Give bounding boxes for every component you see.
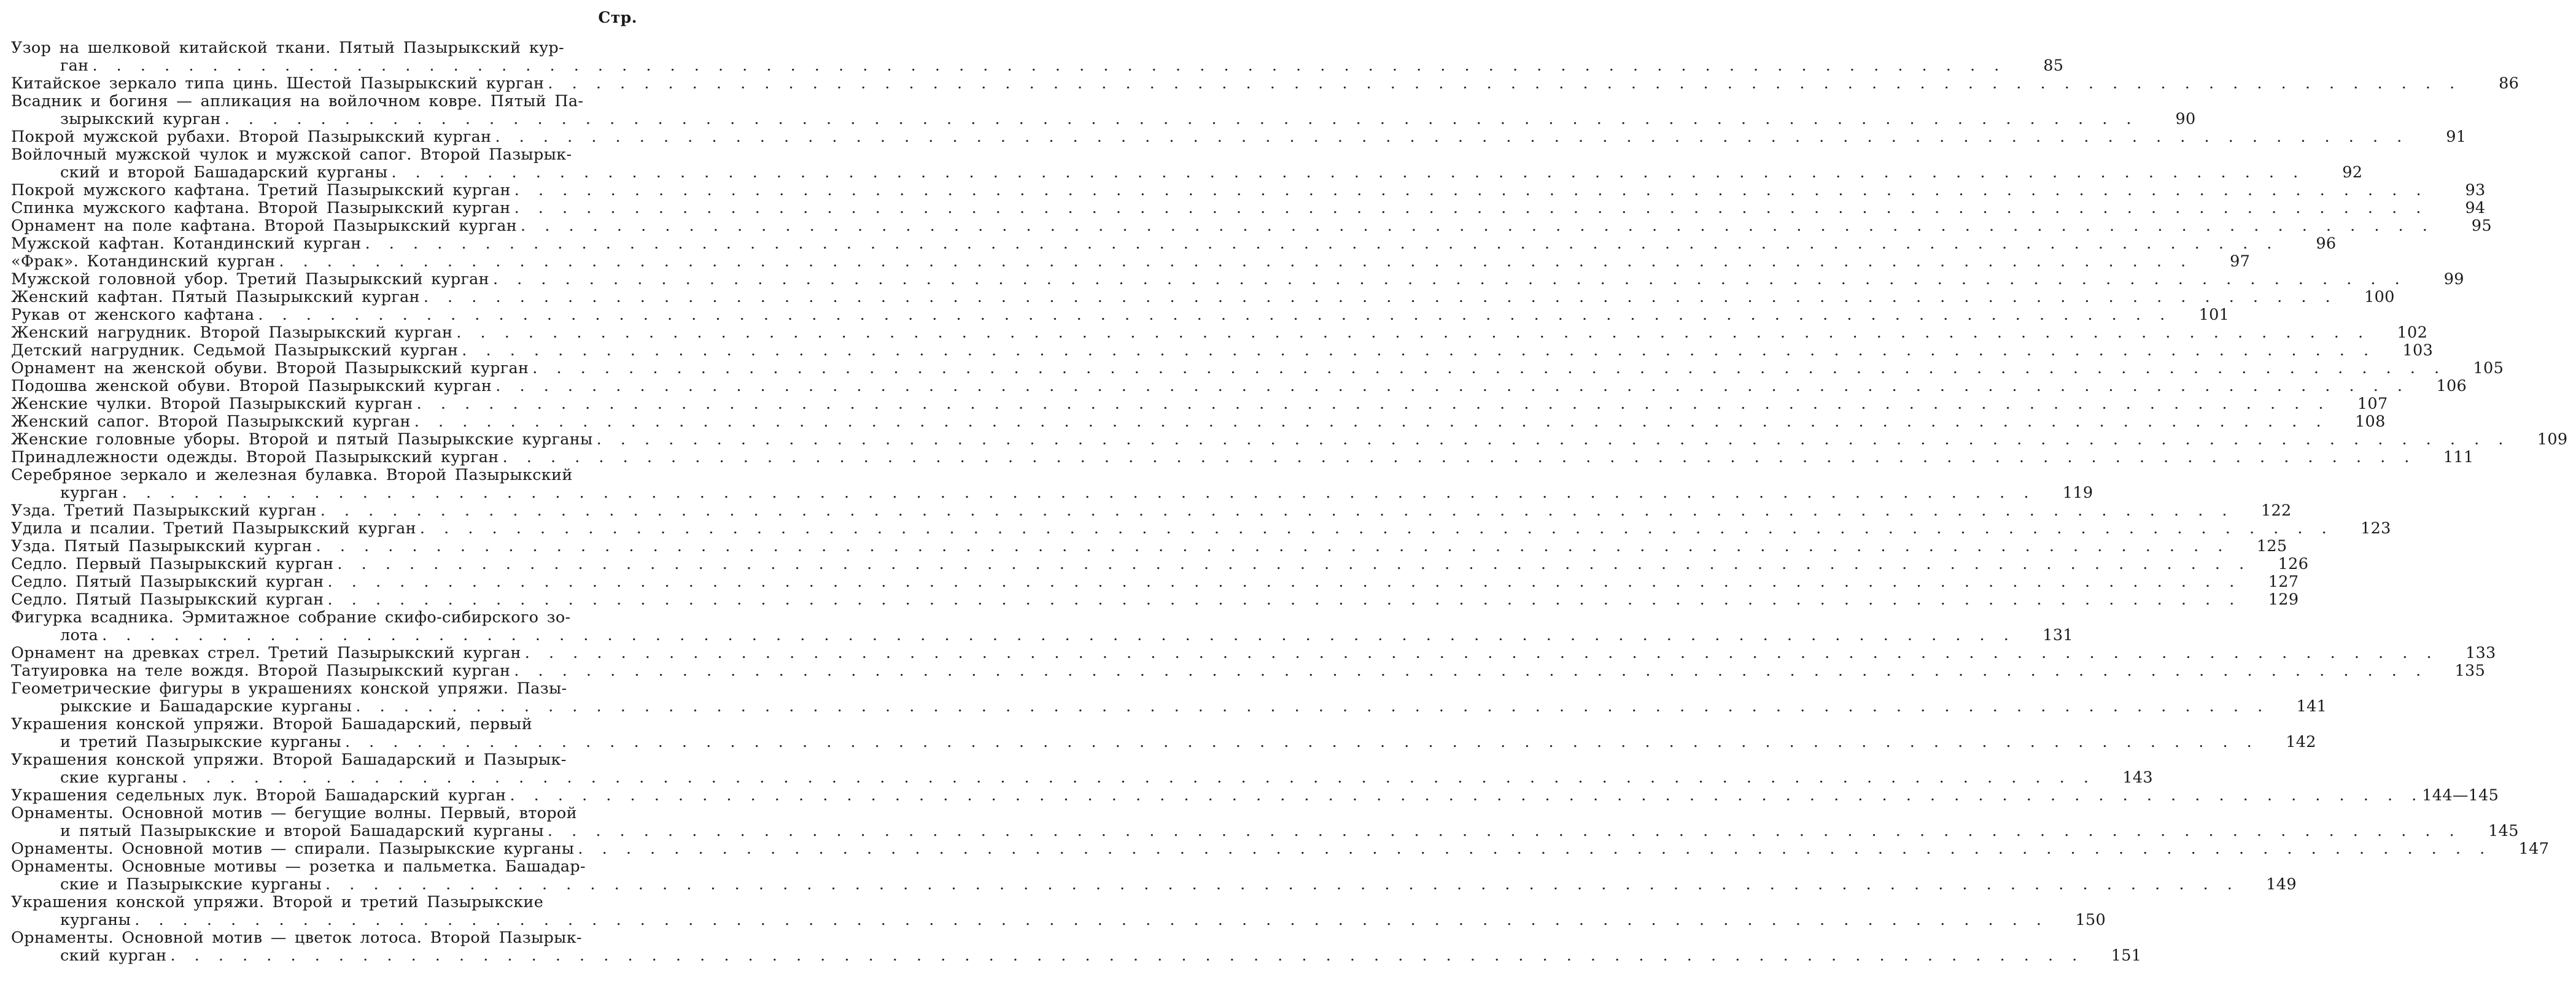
toc-entry-line: [11, 911, 2106, 929]
toc-entry-line: [11, 573, 2299, 591]
toc-entry: [11, 786, 2499, 805]
toc-entry-line: [11, 501, 2292, 520]
toc-page-number: 92: [2342, 163, 2363, 182]
toc-entry-title: Седло. Пятый Пазырыкский курган: [11, 573, 324, 591]
toc-entry: [11, 840, 2550, 858]
toc-entry-line: [11, 716, 654, 733]
toc-entry-line: [11, 929, 654, 947]
toc-entry-line: [11, 555, 2309, 573]
toc-entry: [11, 644, 2496, 662]
toc-entry-line: [11, 786, 2499, 805]
toc-entry-line: [11, 894, 654, 911]
toc-page-number: 129: [2268, 590, 2299, 609]
toc-entry-title: Узда. Пятый Пазырыкский курган: [11, 537, 312, 555]
toc-entry: [11, 893, 2106, 929]
dot-leader: . . . . . . . . . . . . . . . . . . . . . . . . . . . . . . . . . . . . . . . . . . . . . . . . . . . . . . . . . . . . . . . . . . . . . . . . . . . . . . . .: [327, 573, 2240, 591]
toc-entry: [11, 252, 2251, 271]
dot-leader: . . . . . . . . . . . . . . . . . . . . . . . . . . . . . . . . . . . . . . . . . . . . . . . . . . . . . . . . . . . . . . . . . . . . . . . . . . . . . . . .: [122, 484, 2035, 502]
toc-entry-title: ский и второй Башадарский курганы: [60, 163, 388, 182]
toc-entry-title: Орнаменты. Основной мотив — спирали. Пазырыкские курганы: [11, 840, 575, 858]
toc-entry-title: ские и Пазырыкские курганы: [60, 875, 322, 894]
toc-page-number: 127: [2268, 573, 2299, 591]
toc-page-number: 149: [2266, 875, 2297, 894]
dot-leader: . . . . . . . . . . . . . . . . . . . . . . . . . . . . . . . . . . . . . . . . . . . . . . . . . . . . . . . . . . . . . . . . . . . . . . . . . . . . . . . .: [258, 306, 2171, 324]
toc-entry: [11, 929, 2142, 965]
toc-entry-line: [11, 733, 2316, 751]
toc-entry-line: [11, 93, 654, 110]
page-column-header: Стр.: [598, 9, 637, 26]
toc-page-number: 144—145: [2422, 786, 2499, 805]
toc-entry-title: Детский нагрудник. Седьмой Пазырыкский курган: [11, 341, 459, 360]
toc-entry-title: и третий Пазырыкские курганы: [60, 733, 341, 751]
toc-entry: [11, 662, 2486, 680]
dot-leader: . . . . . . . . . . . . . . . . . . . . . . . . . . . . . . . . . . . . . . . . . . . . . . . . . . . . . . . . . . . . . . . . . . . . . . . . . . . . . . . .: [279, 252, 2192, 271]
toc-page-number: 131: [2043, 626, 2073, 644]
dot-leader: . . . . . . . . . . . . . . . . . . . . . . . . . . . . . . . . . . . . . . . . . . . . . . . . . . . . . . . . . . . . . . . . . . . . . . . . . . . . . . . .: [224, 110, 2137, 128]
toc-page-number: 94: [2465, 199, 2486, 217]
dot-leader: . . . . . . . . . . . . . . . . . . . . . . . . . . . . . . . . . . . . . . . . . . . . . . . . . . . . . . . . . . . . . . . . . . . . . . . . . . . . . . . .: [548, 74, 2461, 93]
toc-entry-line: [11, 39, 654, 57]
toc-entry-line: [11, 448, 2474, 466]
toc-entry-line: [11, 644, 2496, 662]
toc-entry-title: Орнамент на женской обуви. Второй Пазырыкский курган: [11, 359, 529, 377]
toc-entry-title: Рукав от женского кафтана: [11, 306, 255, 324]
dot-leader: . . . . . . . . . . . . . . . . . . . . . . . . . . . . . . . . . . . . . . . . . . . . . . . . . . . . . . . . . . . . . . . . . . . . . . . . . . . . . . . .: [416, 395, 2329, 413]
toc-entry-title: Принадлежности одежды. Второй Пазырыкский курган: [11, 448, 499, 466]
toc-entry-title: зырыкский курган: [60, 110, 221, 128]
toc-page-number: 100: [2364, 288, 2395, 306]
toc-entry-line: [11, 110, 2196, 128]
toc-entry: [11, 715, 2316, 751]
toc-entry-line: [11, 199, 2486, 217]
toc-page-number: 145: [2488, 822, 2519, 840]
toc-entry: [11, 74, 2520, 93]
dot-leader: . . . . . . . . . . . . . . . . . . . . . . . . . . . . . . . . . . . . . . . . . . . . . . . . . . . . . . . . . . . . . . . . . . . . . . . . . . . . . . . .: [456, 323, 2369, 342]
toc-entry: [11, 181, 2486, 199]
toc-entry-title: Женский нагрудник. Второй Пазырыкский курган: [11, 323, 453, 342]
toc-entry-line: [11, 163, 2363, 182]
toc-page-number: 108: [2355, 412, 2386, 431]
dot-leader: . . . . . . . . . . . . . . . . . . . . . . . . . . . . . . . . . . . . . . . . . . . . . . . . . . . . . . . . . . . . . . . . . . . . . . . . . . . . . . . .: [344, 733, 2257, 751]
toc-entry: [11, 804, 2519, 840]
toc-page-number: 123: [2361, 519, 2391, 538]
toc-entry-title: Орнамент на поле кафтана. Второй Пазырыкский курган: [11, 217, 518, 235]
toc-entry-line: [11, 609, 654, 627]
toc-entry-title: Женский сапог. Второй Пазырыкский курган: [11, 412, 411, 431]
toc-entry-line: [11, 252, 2251, 271]
toc-page-number: 99: [2443, 270, 2464, 288]
toc-entry-title: Украшения конской упряжи. Второй и третий Пазырыкские: [11, 893, 544, 911]
dot-leader: . . . . . . . . . . . . . . . . . . . . . . . . . . . . . . . . . . . . . . . . . . . . . . . . . . . . . . . . . . . . . . . . . . . . . . . . . . . . . . . .: [182, 768, 2094, 787]
toc-entry-title: Украшения конской упряжи. Второй Башадарский и Пазырык-: [11, 751, 567, 769]
toc-entry-title: лота: [60, 626, 99, 644]
dot-leader: . . . . . . . . . . . . . . . . . . . . . . . . . . . . . . . . . . . . . . . . . . . . . . . . . . . . . . . . . . . . . . . . . . . . . . . . . . . . . . . .: [325, 875, 2238, 894]
toc-entry-title: Орнаменты. Основной мотив — бегущие волны. Первый, второй: [11, 804, 577, 822]
toc-page-number: 96: [2316, 234, 2337, 253]
toc-entry-line: [11, 128, 2467, 146]
toc-entry: [11, 751, 2153, 787]
toc-entry-title: Узда. Третий Пазырыкский курган: [11, 501, 317, 520]
toc-page-number: 151: [2111, 946, 2142, 965]
toc-page-number: 95: [2471, 217, 2492, 235]
toc-page-number: 150: [2075, 911, 2106, 929]
toc-page-number: 126: [2278, 555, 2309, 573]
toc-page-number: 97: [2230, 252, 2251, 271]
toc-entry: [11, 92, 2196, 128]
toc-page-number: 106: [2436, 377, 2467, 395]
toc-entry: [11, 359, 2504, 377]
toc-entry-line: [11, 270, 2464, 288]
dot-leader: . . . . . . . . . . . . . . . . . . . . . . . . . . . . . . . . . . . . . . . . . . . . . . . . . . . . . . . . . . . . . . . . . . . . . . . . . . . . . . . .: [327, 590, 2240, 609]
toc-entry-title: Мужской головной убор. Третий Пазырыкский курган: [11, 270, 489, 288]
toc-entry-title: Узор на шелковой китайской ткани. Пятый Пазырыкский кур-: [11, 39, 564, 57]
toc-entry-title: Женские головные уборы. Второй и пятый Пазырыкские курганы: [11, 430, 593, 449]
toc-entry: [11, 323, 2428, 342]
toc-entry-line: [11, 822, 2519, 840]
toc-page-number: 142: [2286, 733, 2316, 751]
toc-entry-line: [11, 466, 654, 484]
toc-entry: [11, 573, 2299, 591]
toc-entry-title: Покрой мужского кафтана. Третий Пазырыкский курган: [11, 181, 511, 199]
toc-entry: [11, 608, 2073, 644]
toc-entry-title: Подошва женской обуви. Второй Пазырыкский курган: [11, 377, 492, 395]
toc-entry: [11, 501, 2292, 520]
dot-leader: . . . . . . . . . . . . . . . . . . . . . . . . . . . . . . . . . . . . . . . . . . . . . . . . . . . . . . . . . . . . . . . . . . . . . . . . . . . . . . . .: [92, 56, 2005, 75]
dot-leader: . . . . . . . . . . . . . . . . . . . . . . . . . . . . . . . . . . . . . . . . . . . . . . . . . . . . . . . . . . . . . . . . . . . . . . . . . . . . . . . .: [521, 217, 2433, 235]
toc-entry: [11, 412, 2386, 431]
dot-leader: . . . . . . . . . . . . . . . . . . . . . . . . . . . . . . . . . . . . . . . . . . . . . . . . . . . . . . . . . . . . . . . . . . . . . . . . . . . . . . . .: [316, 537, 2229, 555]
dot-leader: . . . . . . . . . . . . . . . . . . . . . . . . . . . . . . . . . . . . . . . . . . . . . . . . . . . . . . . . . . . . . . . . . . . . . . . . . . . . . . . .: [414, 412, 2327, 431]
toc-entry-line: [11, 74, 2520, 93]
toc-entry-line: [11, 590, 2299, 609]
toc-entry: [11, 128, 2467, 146]
dot-leader: . . . . . . . . . . . . . . . . . . . . . . . . . . . . . . . . . . . . . . . . . . . . . . . . . . . . . . . . . . . . . . . . . . . . . . . . . . . . . . . .: [596, 430, 2509, 449]
toc-entry-title: Фигурка всадника. Эрмитажное собрание скифо-сибирского зо-: [11, 608, 571, 627]
toc-page-number: 122: [2260, 501, 2292, 520]
toc-entry-title: «Фрак». Котандинский курган: [11, 252, 276, 271]
toc-entry-line: [11, 697, 2327, 716]
toc-entry-title: Орнаменты. Основной мотив — цветок лотоса. Второй Пазырык-: [11, 929, 582, 947]
toc-page-number: 111: [2443, 448, 2474, 466]
toc-entry-line: [11, 768, 2153, 787]
dot-leader: . . . . . . . . . . . . . . . . . . . . . . . . . . . . . . . . . . . . . . . . . . . . . . . . . . . . . . . . . . . . . . . . . . . . . . . . . . . . . . . .: [547, 822, 2460, 840]
dot-leader: . . . . . . . . . . . . . . . . . . . . . . . . . . . . . . . . . . . . . . . . . . . . . . . . . . . . . . . . . . . . . . . . . . . . . . . . . . . . . . . .: [532, 359, 2445, 377]
toc-entry-line: [11, 412, 2386, 431]
toc-entry: [11, 537, 2287, 555]
toc-page-number: 119: [2062, 484, 2093, 502]
toc-entry-title: Геометрические фигуры в украшениях конской упряжи. Пазы-: [11, 679, 567, 698]
toc-entry-line: [11, 626, 2073, 644]
dot-leader: . . . . . . . . . . . . . . . . . . . . . . . . . . . . . . . . . . . . . . . . . . . . . . . . . . . . . . . . . . . . . . . . . . . . . . . . . . . . . . . .: [365, 234, 2278, 253]
dot-leader: . . . . . . . . . . . . . . . . . . . . . . . . . . . . . . . . . . . . . . . . . . . . . . . . . . . . . . . . . . . . . . . . . . . . . . . . . . . . . . . .: [170, 946, 2083, 965]
toc-page-number: 101: [2198, 306, 2230, 324]
toc-entry-line: [11, 858, 654, 876]
toc-entry-title: Спинка мужского кафтана. Второй Пазырыкский курган: [11, 199, 511, 217]
toc-entry: [11, 234, 2337, 253]
toc-page-number: 143: [2122, 768, 2153, 787]
toc-entry: [11, 270, 2464, 288]
toc-entry-line: [11, 430, 2568, 449]
toc-page-number: 93: [2465, 181, 2486, 199]
toc-entry-title: Орнамент на древках стрел. Третий Пазырыкский курган: [11, 644, 521, 662]
toc-entry-title: Китайское зеркало типа цинь. Шестой Пазырыкский курган: [11, 74, 545, 93]
toc-entry-line: [11, 234, 2337, 253]
toc-page-number: 109: [2537, 430, 2568, 449]
toc-entry: [11, 306, 2230, 324]
toc-entry-title: Покрой мужской рубахи. Второй Пазырыкский курган: [11, 128, 492, 146]
toc-entry-line: [11, 519, 2391, 538]
toc-page-number: 90: [2175, 110, 2196, 128]
dot-leader: . . . . . . . . . . . . . . . . . . . . . . . . . . . . . . . . . . . . . . . . . . . . . . . . . . . . . . . . . . . . . . . . . . . . . . . . . . . . . . . .: [134, 911, 2047, 929]
dot-leader: . . . . . . . . . . . . . . . . . . . . . . . . . . . . . . . . . . . . . . . . . . . . . . . . . . . . . . . . . . . . . . . . . . . . . . . . . . . . . . . .: [524, 644, 2437, 662]
dot-leader: . . . . . . . . . . . . . . . . . . . . . . . . . . . . . . . . . . . . . . . . . . . . . . . . . . . . . . . . . . . . . . . . . . . . . . . . . . . . . . . .: [423, 288, 2336, 306]
toc-entry-title: и пятый Пазырыкские и второй Башадарский курганы: [60, 822, 544, 840]
toc-entry-line: [11, 484, 2093, 502]
toc-entry: [11, 519, 2391, 538]
toc-page-number: 85: [2043, 56, 2064, 75]
toc-page-number: 133: [2465, 644, 2496, 662]
toc-entry-line: [11, 341, 2434, 360]
toc-entry: [11, 39, 2064, 75]
toc-entry-title: Женские чулки. Второй Пазырыкский курган: [11, 395, 413, 413]
toc-entry-line: [11, 377, 2467, 395]
dot-leader: . . . . . . . . . . . . . . . . . . . . . . . . . . . . . . . . . . . . . . . . . . . . . . . . . . . . . . . . . . . . . . . . . . . . . . . . . . . . . . . .: [495, 128, 2408, 146]
toc-entry-title: Украшения конской упряжи. Второй Башадарский, первый: [11, 715, 533, 733]
toc-entry-title: Всадник и богиня — апликация на войлочном ковре. Пятый Па-: [11, 92, 584, 110]
dot-leader: . . . . . . . . . . . . . . . . . . . . . . . . . . . . . . . . . . . . . . . . . . . . . . . . . . . . . . . . . . . . . . . . . . . . . . . . . . . . . . . .: [492, 270, 2405, 288]
dot-leader: . . . . . . . . . . . . . . . . . . . . . . . . . . . . . . . . . . . . . . . . . . . . . . . . . . . . . . . . . . . . . . . . . . . . . . . . . . . . . . . .: [514, 662, 2427, 680]
toc-entry-title: Орнаменты. Основные мотивы — розетка и пальметка. Башадар-: [11, 857, 586, 876]
toc-entry-title: рыкские и Башадарские курганы: [60, 697, 352, 716]
toc-entry-title: курганы: [60, 911, 131, 929]
toc-entry: [11, 857, 2297, 894]
toc-entry-line: [11, 395, 2388, 413]
dot-leader: . . . . . . . . . . . . . . . . . . . . . . . . . . . . . . . . . . . . . . . . . . . . . . . . . . . . . . . . . . . . . . . . . . . . . . . . . . . . . . . .: [514, 181, 2427, 199]
toc-entry-title: Серебряное зеркало и железная булавка. Второй Пазырыкский: [11, 466, 573, 484]
toc-entry-line: [11, 288, 2395, 306]
toc-entry-line: [11, 751, 654, 769]
toc-entry-title: Мужской кафтан. Котандинский курган: [11, 234, 362, 253]
toc-entry: [11, 377, 2467, 395]
toc-entry: [11, 555, 2309, 573]
dot-leader: . . . . . . . . . . . . . . . . . . . . . . . . . . . . . . . . . . . . . . . . . . . . . . . . . . . . . . . . . . . . . . . . . . . . . . . . . . . . . . . .: [514, 199, 2427, 217]
toc-page-number: 86: [2499, 74, 2520, 93]
toc-entry-title: Удила и псалии. Третий Пазырыкский курган: [11, 519, 416, 538]
toc-page-number: 105: [2473, 359, 2504, 377]
toc-entry-title: ские курганы: [60, 768, 179, 787]
toc-entry-line: [11, 146, 654, 164]
toc-entry: [11, 430, 2568, 449]
toc-entry: [11, 288, 2395, 306]
toc-entry: [11, 145, 2363, 182]
toc-entry-line: [11, 306, 2230, 324]
toc-entry-title: Украшения седельных лук. Второй Башадарский курган: [11, 786, 506, 805]
toc-entry-line: [11, 840, 2550, 858]
toc-entry: [11, 448, 2474, 466]
toc-entry-title: Татуировка на теле вождя. Второй Пазырыкский курган: [11, 662, 511, 680]
toc-entry-line: [11, 217, 2492, 235]
dot-leader: . . . . . . . . . . . . . . . . . . . . . . . . . . . . . . . . . . . . . . . . . . . . . . . . . . . . . . . . . . . . . . . . . . . . . . . . . . . . . . . .: [320, 501, 2233, 520]
toc-entry-line: [11, 181, 2486, 199]
dot-leader: . . . . . . . . . . . . . . . . . . . . . . . . . . . . . . . . . . . . . . . . . . . . . . . . . . . . . . . . . . . . . . . . . . . . . . . . . . . . . . . .: [391, 163, 2304, 182]
toc-page-number: 135: [2454, 662, 2486, 680]
toc-entry-line: [11, 805, 654, 822]
toc-page-number: 91: [2446, 128, 2467, 146]
toc-entry-line: [11, 359, 2504, 377]
toc-entry-title: Женский кафтан. Пятый Пазырыкский курган: [11, 288, 420, 306]
toc-entry: [11, 466, 2093, 502]
toc-entry-line: [11, 662, 2486, 680]
toc-entry-title: Войлочный мужской чулок и мужской сапог. Второй Пазырык-: [11, 145, 572, 164]
toc-entry: [11, 199, 2486, 217]
dot-leader: . . . . . . . . . . . . . . . . . . . . . . . . . . . . . . . . . . . . . . . . . . . . . . . . . . . . . . . . . . . . . . . . . . . . . . . . . . . . . . . .: [495, 377, 2408, 395]
toc-page-number: 147: [2518, 840, 2550, 858]
toc-entry-line: [11, 946, 2142, 965]
toc-page-number: 103: [2402, 341, 2434, 360]
dot-leader: . . . . . . . . . . . . . . . . . . . . . . . . . . . . . . . . . . . . . . . . . . . . . . . . . . . . . . . . . . . . . . . . . . . . . . . . . . . . . . . .: [337, 555, 2250, 573]
dot-leader: . . . . . . . . . . . . . . . . . . . . . . . . . . . . . . . . . . . . . . . . . . . . . . . . . . . . . . . . . . . . . . . . . . . . . . . . . . . . . . . .: [419, 519, 2332, 538]
toc-page-number: 102: [2397, 323, 2428, 342]
toc-page-number: 125: [2256, 537, 2287, 555]
toc-entry-title: курган: [60, 484, 118, 502]
dot-leader: . . . . . . . . . . . . . . . . . . . . . . . . . . . . . . . . . . . . . . . . . . . . . . . . . . . . . . . . . . . . . . . . . . . . . . . . . . . . . . . .: [510, 786, 2423, 805]
toc-entry: [11, 341, 2434, 360]
toc-entry-line: [11, 56, 2064, 75]
toc-entry: [11, 590, 2299, 609]
toc-entry: [11, 395, 2388, 413]
toc-page-number: 107: [2357, 395, 2388, 413]
toc-page-number: 141: [2296, 697, 2327, 716]
table-of-contents: [11, 39, 2568, 965]
toc-entry-line: [11, 875, 2297, 894]
dot-leader: . . . . . . . . . . . . . . . . . . . . . . . . . . . . . . . . . . . . . . . . . . . . . . . . . . . . . . . . . . . . . . . . . . . . . . . . . . . . . . . .: [462, 341, 2375, 360]
toc-entry-line: [11, 537, 2287, 555]
toc-entry-line: [11, 323, 2428, 342]
dot-leader: . . . . . . . . . . . . . . . . . . . . . . . . . . . . . . . . . . . . . . . . . . . . . . . . . . . . . . . . . . . . . . . . . . . . . . . . . . . . . . . .: [578, 840, 2491, 858]
toc-entry-title: Седло. Пятый Пазырыкский курган: [11, 590, 324, 609]
toc-entry: [11, 217, 2492, 235]
toc-entry-title: ган: [60, 56, 89, 75]
dot-leader: . . . . . . . . . . . . . . . . . . . . . . . . . . . . . . . . . . . . . . . . . . . . . . . . . . . . . . . . . . . . . . . . . . . . . . . . . . . . . . . .: [355, 697, 2268, 716]
toc-entry: [11, 679, 2327, 716]
toc-entry-line: [11, 680, 654, 698]
dot-leader: . . . . . . . . . . . . . . . . . . . . . . . . . . . . . . . . . . . . . . . . . . . . . . . . . . . . . . . . . . . . . . . . . . . . . . . . . . . . . . . .: [502, 448, 2415, 466]
dot-leader: . . . . . . . . . . . . . . . . . . . . . . . . . . . . . . . . . . . . . . . . . . . . . . . . . . . . . . . . . . . . . . . . . . . . . . . . . . . . . . . .: [102, 626, 2014, 644]
toc-entry-title: Седло. Первый Пазырыкский курган: [11, 555, 334, 573]
toc-entry-title: ский курган: [60, 946, 167, 965]
